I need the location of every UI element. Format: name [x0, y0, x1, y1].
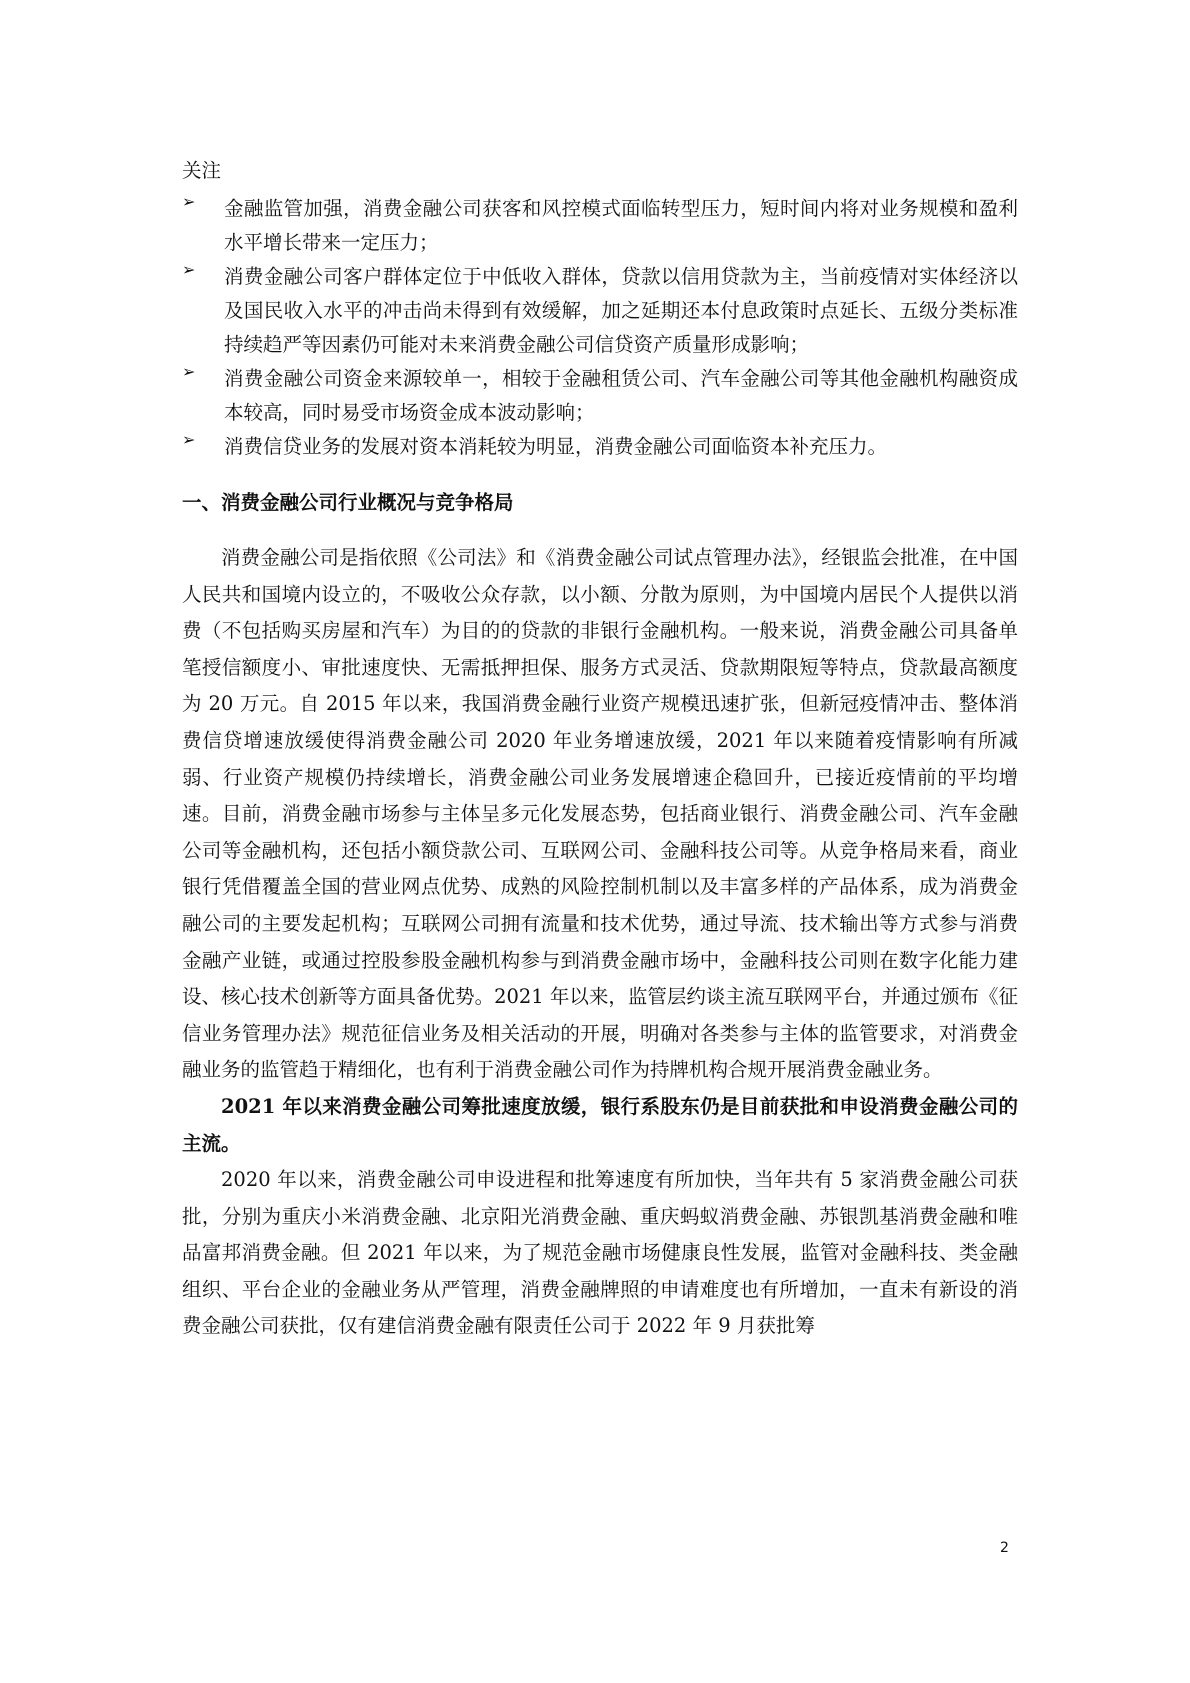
- section-title: 一、消费金融公司行业概况与竞争格局: [182, 491, 514, 514]
- attention-bullet-text: 消费金融公司客户群体定位于中低收入群体，贷款以信用贷款为主，当前疫情对实体经济以及国民收入水平的冲击尚未得到有效缓解，加之延期还本付息政策时点延长、五级分类标准持续趋严等因素仍可能对未来消费金融公司信贷资产质量形成影响；: [224, 265, 1018, 356]
- attention-bullet: [182, 362, 1018, 430]
- attention-bullet-text: 金融监管加强，消费金融公司获客和风控模式面临转型压力，短时间内将对业务规模和盈利水平增长带来一定压力；: [224, 197, 1018, 254]
- attention-bullet: [182, 430, 1018, 464]
- attention-heading: 关注: [182, 159, 222, 182]
- arrow-bullet-icon: ➢: [182, 260, 196, 279]
- document-page: [182, 158, 1018, 1345]
- arrow-bullet-icon: ➢: [182, 192, 196, 211]
- arrow-bullet-icon: ➢: [182, 430, 196, 449]
- attention-bullet: [182, 260, 1018, 362]
- page-number: 2: [1000, 1540, 1009, 1556]
- attention-bullet-text: 消费金融公司资金来源较单一，相较于金融租赁公司、汽车金融公司等其他金融机构融资成本较高，同时易受市场资金成本波动影响；: [224, 367, 1018, 424]
- attention-bullet-text: 消费信贷业务的发展对资本消耗较为明显，消费金融公司面临资本补充压力。: [224, 435, 888, 458]
- bold-summary-paragraph: 2021 年以来消费金融公司筹批速度放缓，银行系股东仍是目前获批和申设消费金融公司的主流。: [182, 1094, 1018, 1155]
- attention-bullet: [182, 192, 1018, 260]
- arrow-bullet-icon: ➢: [182, 362, 196, 381]
- body-paragraph: 消费金融公司是指依照《公司法》和《消费金融公司试点管理办法》，经银监会批准，在中国人民共和国境内设立的，不吸收公众存款，以小额、分散为原则，为中国境内居民个人提供以消费（不包括购买房屋和汽车）为目的的贷款的非银行金融机构。一般来说，消费金融公司具备单笔授信额度小、审批速度快、无需抵押担保、服务方式灵活、贷款期限短等特点，贷款最高额度为 20 万元。自 2015 年以来，我国消费金融行业资产规模迅速扩张，但新冠疫情冲击、整体消费信贷增速放缓使得消费金融公司 2020 年业务增速放缓，2021 年以来随着疫情影响有所减弱、行业资产规模仍持续增长，消费金融公司业务发展增速企稳回升，已接近疫情前的平均增速。目前，消费金融市场参与主体呈多元化发展态势，包括商业银行、消费金融公司、汽车金融公司等金融机构，还包括小额贷款公司、互联网公司、金融科技公司等。从竞争格局来看，商业银行凭借覆盖全国的营业网点优势、成熟的风险控制机制以及丰富多样的产品体系，成为消费金融公司的主要发起机构；互联网公司拥有流量和技术优势，通过导流、技术输出等方式参与消费金融产业链，或通过控股参股金融机构参与到消费金融市场中，金融科技公司则在数字化能力建设、核心技术创新等方面具备优势。2021 年以来，监管层约谈主流互联网平台，并通过颁布《征信业务管理办法》规范征信业务及相关活动的开展，明确对各类参与主体的监管要求，对消费金融业务的监管趋于精细化，也有利于消费金融公司作为持牌机构合规开展消费金融业务。: [182, 546, 1018, 1082]
- body-paragraph: 2020 年以来，消费金融公司申设进程和批筹速度有所加快，当年共有 5 家消费金融公司获批，分别为重庆小米消费金融、北京阳光消费金融、重庆蚂蚁消费金融、苏银凯基消费金融和唯品富邦消费金融。但 2021 年以来，为了规范金融市场健康良性发展，监管对金融科技、类金融组织、平台企业的金融业务从严管理，消费金融牌照的申请难度也有所增加，一直未有新设的消费金融公司获批，仅有建信消费金融有限责任公司于 2022 年 9 月获批筹: [182, 1168, 1018, 1338]
